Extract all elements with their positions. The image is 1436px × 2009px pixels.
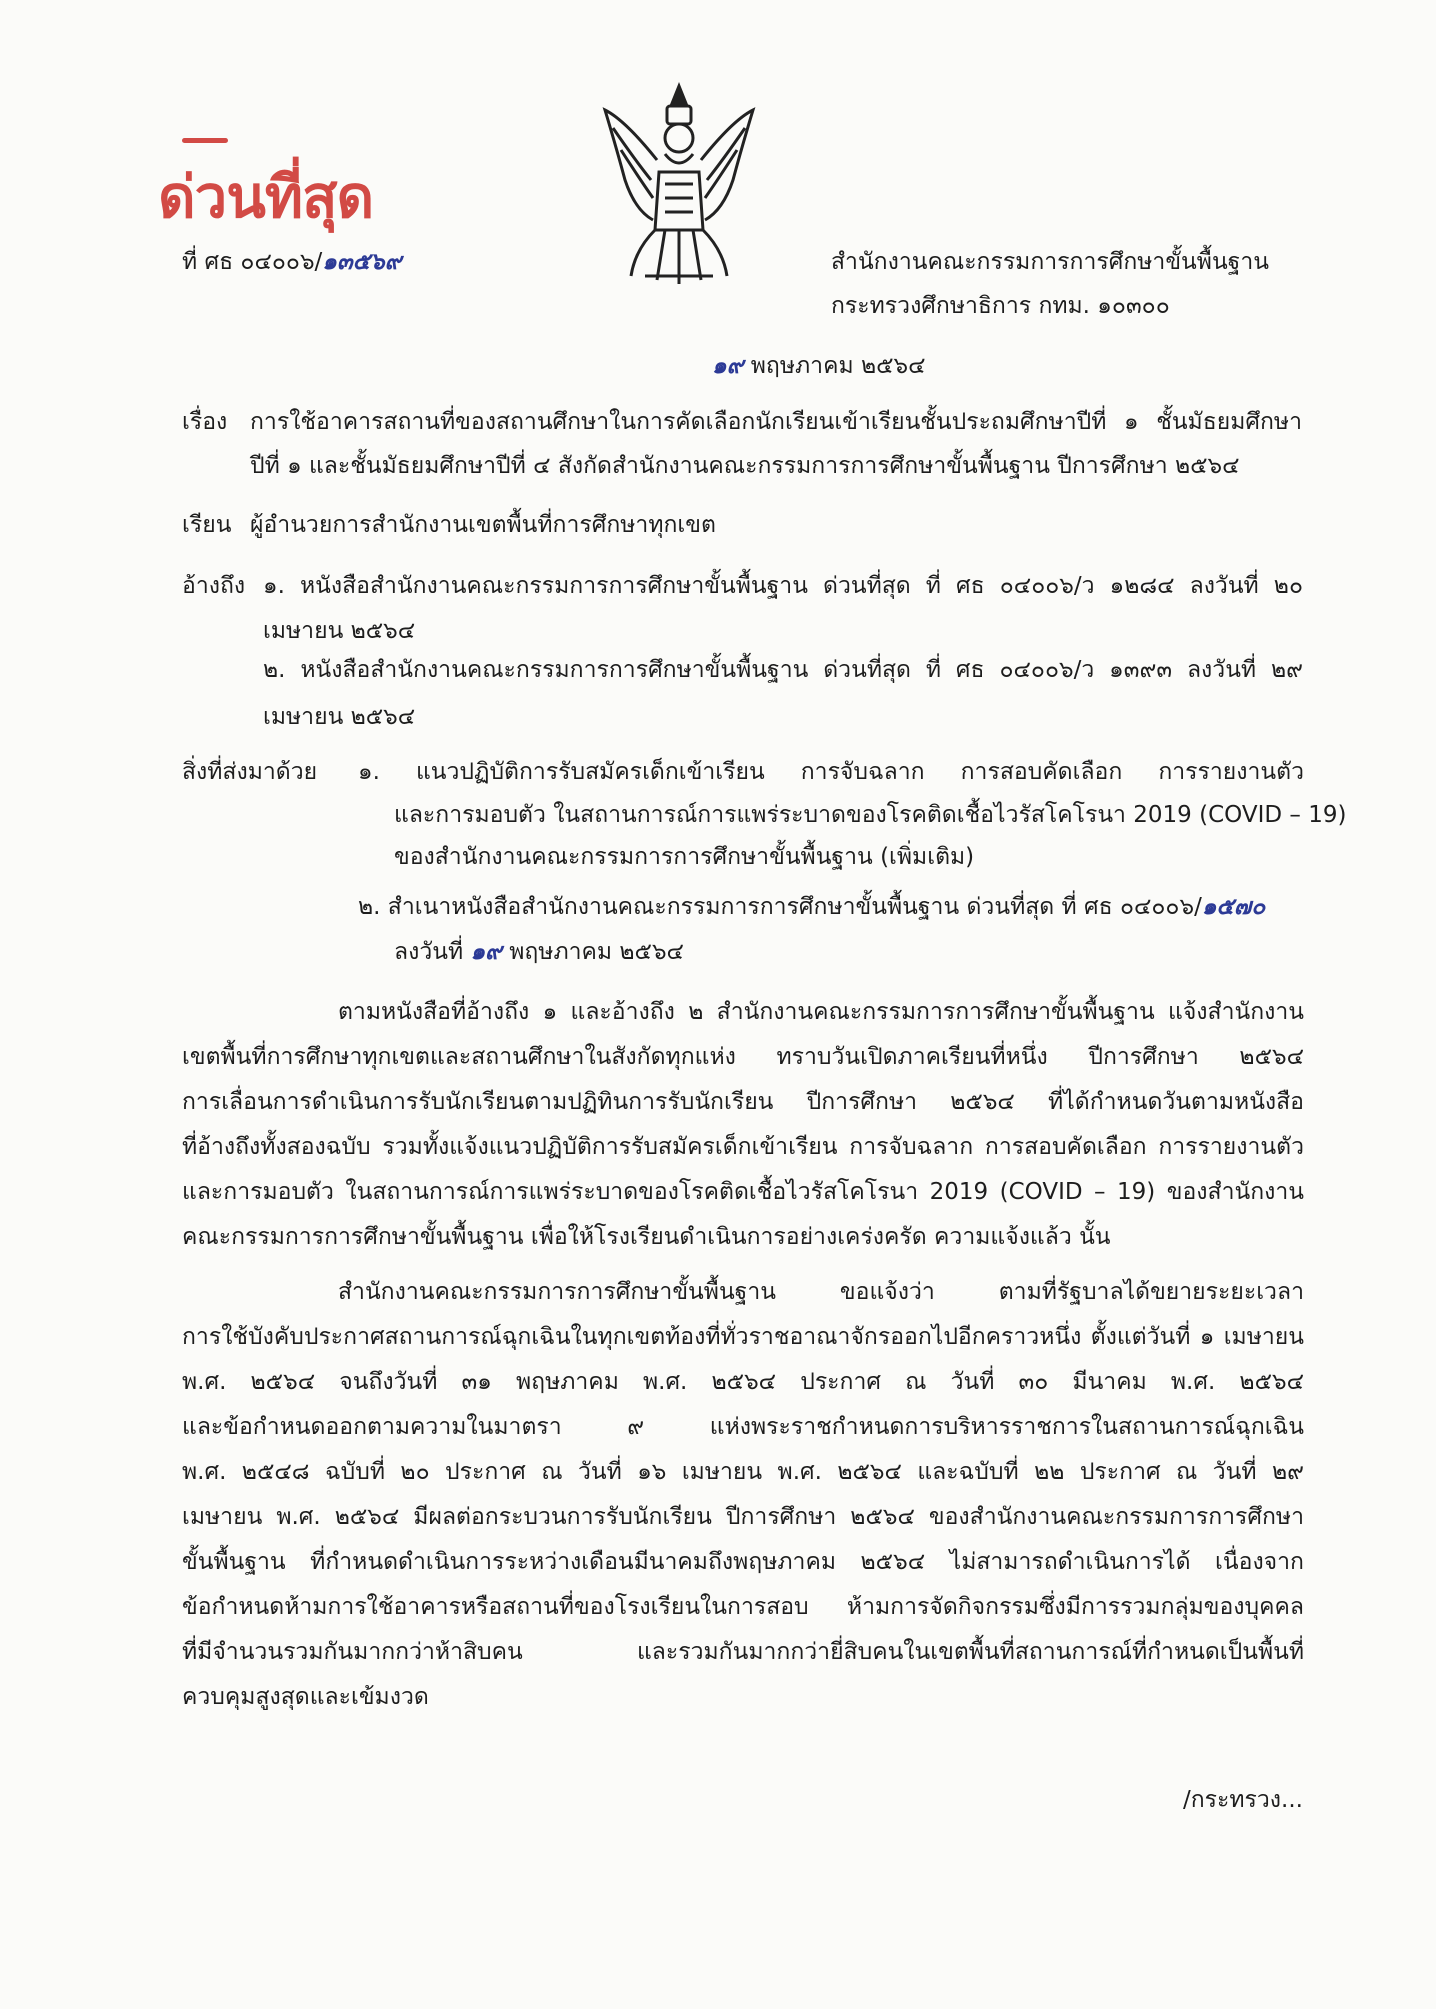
- para1-line: ที่อ้างถึงทั้งสองฉบับ รวมทั้งแจ้งแนวปฏิบัติการรับสมัครเด็กเข้าเรียน การจับฉลาก การสอบคัดเลือก การรายงานตัว: [182, 1134, 1304, 1160]
- para1-line: คณะกรรมการการศึกษาขั้นพื้นฐาน เพื่อให้โรงเรียนดำเนินการอย่างเคร่งครัด ความแจ้งแล้ว นั้น: [182, 1224, 1111, 1250]
- enclosure-2-handwritten-day: ๑๙: [470, 939, 502, 965]
- para1-line: การเลื่อนการดำเนินการรับนักเรียนตามปฏิทินการรับนักเรียน ปีการศึกษา ๒๕๖๔ ที่ได้กำหนดวันตามหนังสือ: [182, 1089, 1304, 1115]
- enclosure-2-handwritten-no: ๑๕๗๐: [1201, 894, 1266, 920]
- recipient-text: ผู้อำนวยการสำนักงานเขตพื้นที่การศึกษาทุกเขต: [250, 512, 716, 538]
- reference-prefix: ที่ ศธ ๐๔๐๐๖/: [182, 249, 323, 275]
- para2-line: เมษายน พ.ศ. ๒๕๖๔ มีผลต่อกระบวนการรับนักเรียน ปีการศึกษา ๒๕๖๔ ของสำนักงานคณะกรรมการการศึกษา: [182, 1504, 1304, 1530]
- recipient-label: เรียน: [182, 512, 232, 538]
- enclosure-2-text: ๒. สำเนาหนังสือสำนักงานคณะกรรมการการศึกษาขั้นพื้นฐาน ด่วนที่สุด ที่ ศธ ๐๔๐๐๖/: [358, 894, 1202, 920]
- reference-number: [182, 242, 401, 282]
- garuda-emblem-icon: [595, 80, 763, 290]
- reference-1-line-2: เมษายน ๒๕๖๔: [263, 618, 416, 644]
- urgent-stamp: ด่วนที่สุด: [158, 163, 374, 231]
- para2-line: พ.ศ. ๒๕๖๔ จนถึงวันที่ ๓๑ พฤษภาคม พ.ศ. ๒๕๖๔ ประกาศ ณ วันที่ ๓๐ มีนาคม พ.ศ. ๒๕๖๔: [182, 1369, 1304, 1395]
- date-month-year: พฤษภาคม ๒๕๖๔: [750, 353, 926, 379]
- para1-line: เขตพื้นที่การศึกษาทุกเขตและสถานศึกษาในสังกัดทุกแห่ง ทราบวันเปิดภาคเรียนที่หนึ่ง ปีการศึกษา ๒๕๖๔: [182, 1044, 1304, 1070]
- enclosure-1-line-1: ๑. แนวปฏิบัติการรับสมัครเด็กเข้าเรียน การจับฉลาก การสอบคัดเลือก การรายงานตัว: [358, 759, 1304, 785]
- subject-line-1: การใช้อาคารสถานที่ของสถานศึกษาในการคัดเลือกนักเรียนเข้าเรียนชั้นประถมศึกษาปีที่ ๑ ชั้นมัธยมศึกษา: [250, 409, 1302, 435]
- stamp-underline: [182, 138, 228, 143]
- reference-1-line-1: ๑. หนังสือสำนักงานคณะกรรมการการศึกษาขั้นพื้นฐาน ด่วนที่สุด ที่ ศธ ๐๔๐๐๖/ว ๑๒๘๔ ลงวันที่ ๒๐: [263, 573, 1303, 599]
- reference-2-line-1: ๒. หนังสือสำนักงานคณะกรรมการการศึกษาขั้นพื้นฐาน ด่วนที่สุด ที่ ศธ ๐๔๐๐๖/ว ๑๓๙๓ ลงวันที่ ๒๙: [263, 657, 1303, 683]
- enclosure-1-line-3: ของสำนักงานคณะกรรมการการศึกษาขั้นพื้นฐาน (เพิ่มเติม): [394, 844, 975, 870]
- enclosure-2-date-suffix: พฤษภาคม ๒๕๖๔: [509, 939, 684, 965]
- references-label: อ้างถึง: [182, 573, 246, 599]
- subject-line-2: ปีที่ ๑ และชั้นมัธยมศึกษาปีที่ ๔ สังกัดสำนักงานคณะกรรมการการศึกษาขั้นพื้นฐาน ปีการศึกษา ๒๕๖๔: [250, 453, 1240, 479]
- enclosure-2-line-2: [394, 932, 684, 972]
- page-continuation: /กระทรวง...: [1183, 1787, 1303, 1813]
- para1-line: และการมอบตัว ในสถานการณ์การแพร่ระบาดของโรคติดเชื้อไวรัสโคโรนา 2019 (COVID – 19) ของสำนักงาน: [182, 1179, 1304, 1205]
- para2-line: ขั้นพื้นฐาน ที่กำหนดดำเนินการระหว่างเดือนมีนาคมถึงพฤษภาคม ๒๕๖๔ ไม่สามารถดำเนินการได้ เนื่องจาก: [182, 1549, 1304, 1575]
- enclosure-1-line-2: และการมอบตัว ในสถานการณ์การแพร่ระบาดของโรคติดเชื้อไวรัสโคโรนา 2019 (COVID – 19): [394, 802, 1347, 828]
- org-name: สำนักงานคณะกรรมการการศึกษาขั้นพื้นฐาน: [831, 249, 1269, 275]
- subject-label: เรื่อง: [182, 409, 228, 435]
- enclosure-2-date-prefix: ลงวันที่: [394, 939, 464, 965]
- enclosure-2-line-1: [358, 887, 1265, 927]
- reference-2-line-2: เมษายน ๒๕๖๔: [263, 704, 416, 730]
- para2-line: พ.ศ. ๒๕๔๘ ฉบับที่ ๒๐ ประกาศ ณ วันที่ ๑๖ เมษายน พ.ศ. ๒๕๖๔ และฉบับที่ ๒๒ ประกาศ ณ วันที่ ๒๙: [182, 1459, 1304, 1485]
- document-date: [712, 346, 926, 386]
- para2-line: ข้อกำหนดห้ามการใช้อาคารหรือสถานที่ของโรงเรียนในการสอบ ห้ามการจัดกิจกรรมซึ่งมีการรวมกลุ่มของบุคคล: [182, 1594, 1304, 1620]
- reference-handwritten: ๑๓๕๖๙: [322, 249, 402, 275]
- para2-line: ที่มีจำนวนรวมกันมากกว่าห้าสิบคน และรวมกันมากกว่ายี่สิบคนในเขตพื้นที่สถานการณ์ที่กำหนดเป็นพื้นที่: [182, 1639, 1304, 1665]
- para2-line: ควบคุมสูงสุดและเข้มงวด: [182, 1684, 429, 1710]
- date-day-handwritten: ๑๙: [712, 353, 744, 379]
- para2-line: และข้อกำหนดออกตามความในมาตรา ๙ แห่งพระราชกำหนดการบริหารราชการในสถานการณ์ฉุกเฉิน: [182, 1414, 1304, 1440]
- para2-line: การใช้บังคับประกาศสถานการณ์ฉุกเฉินในทุกเขตท้องที่ทั่วราชอาณาจักรออกไปอีกคราวหนึ่ง ตั้งแต่วันที่ ๑ เมษายน: [182, 1324, 1304, 1350]
- para1-line: ตามหนังสือที่อ้างถึง ๑ และอ้างถึง ๒ สำนักงานคณะกรรมการการศึกษาขั้นพื้นฐาน แจ้งสำนักงาน: [338, 999, 1304, 1025]
- org-address: กระทรวงศึกษาธิการ กทม. ๑๐๓๐๐: [831, 293, 1170, 319]
- enclosures-label: สิ่งที่ส่งมาด้วย: [182, 759, 318, 785]
- para2-line: สำนักงานคณะกรรมการการศึกษาขั้นพื้นฐาน ขอแจ้งว่า ตามที่รัฐบาลได้ขยายระยะเวลา: [338, 1279, 1304, 1305]
